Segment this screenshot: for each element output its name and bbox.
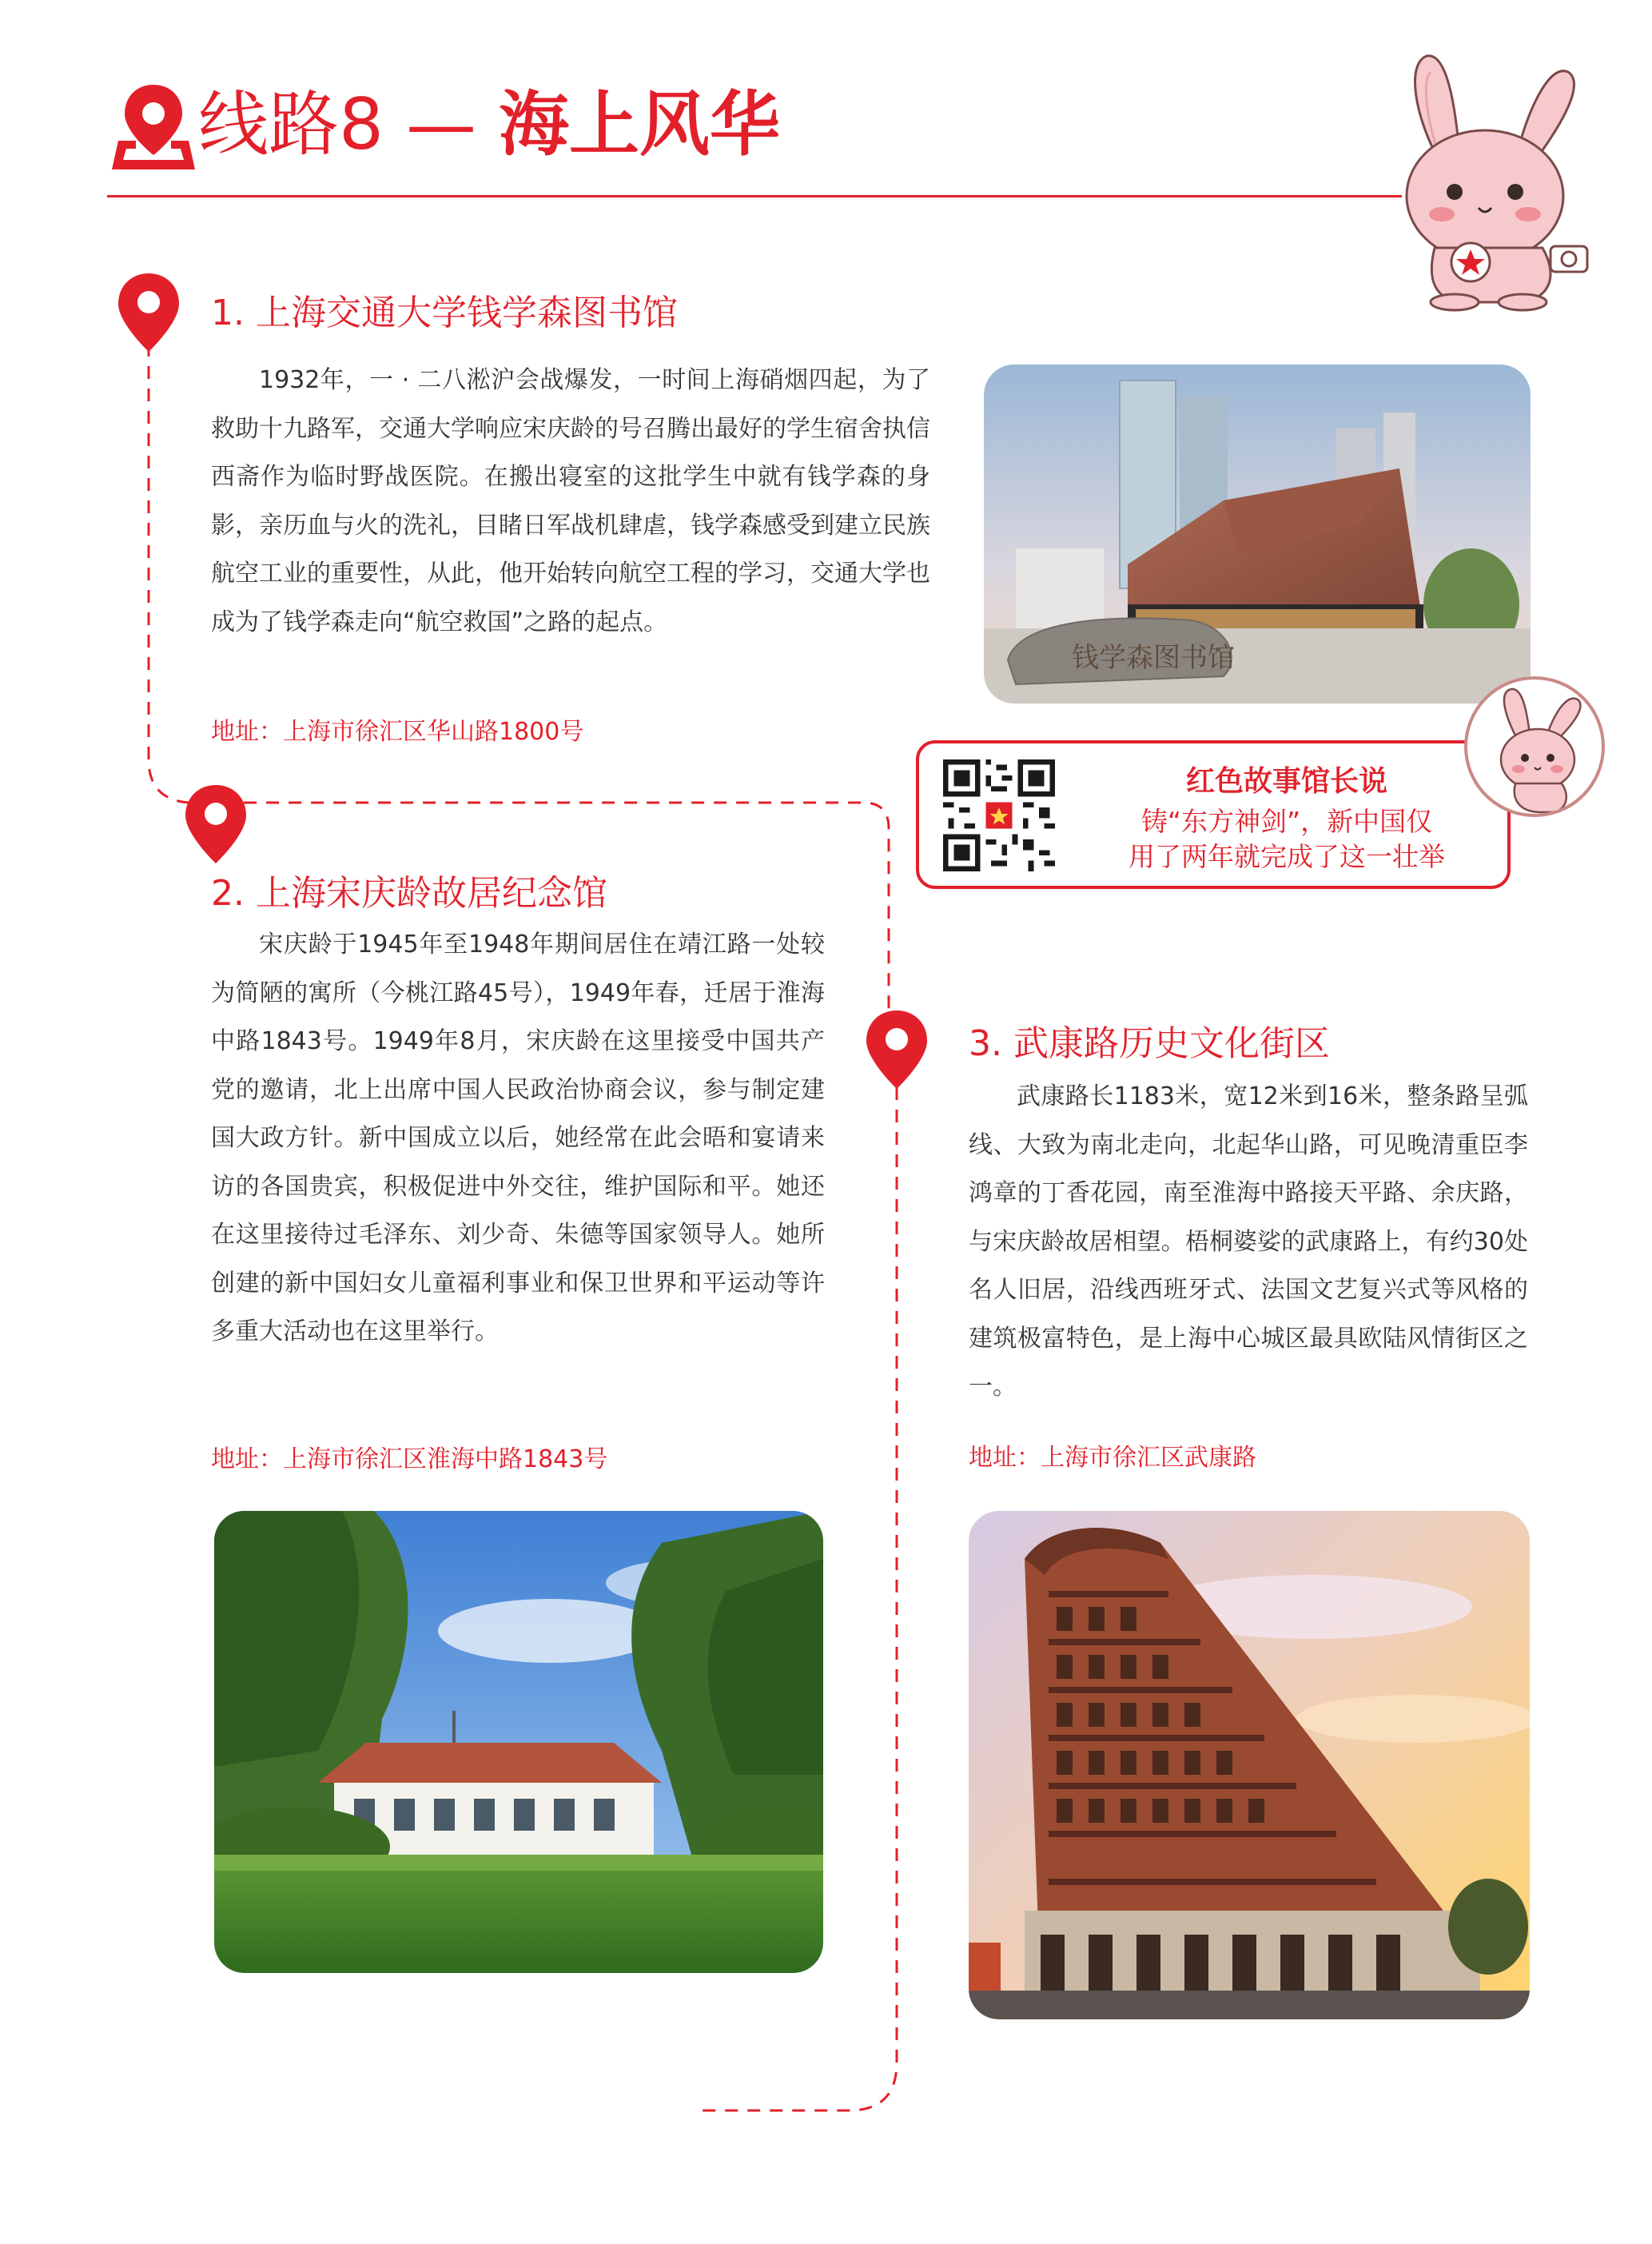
section-title: 2. 上海宋庆龄故居纪念馆 bbox=[211, 873, 607, 914]
map-pin-icon bbox=[184, 783, 248, 865]
paragraph-text: 1932年，一 · 二八淞沪会战爆发，一时间上海硝烟四起，为了救助十九路军，交通大学响应宋庆龄的号召腾出最好的学生宿舍执信西斋作为临时野战医院。在搬出寝室的这批学生中就有钱学森的身影，亲历血与火的洗礼，目睹日军战机肆虐，钱学森感受到建立民族航空工业的重要性，从此，他开始转向航空工程的学习，交通大学也成为了钱学森走向“航空救国”之路的起点。 bbox=[211, 366, 930, 636]
soong-ching-ling-residence-photo bbox=[214, 1511, 823, 1973]
story-text bbox=[1087, 804, 1487, 875]
map-pin-icon bbox=[865, 1009, 929, 1090]
section-address: 地址：上海市徐汇区淮海中路1843号 bbox=[211, 1445, 608, 1473]
section-paragraph bbox=[969, 1073, 1528, 1412]
wukang-mansion-photo bbox=[969, 1511, 1530, 2019]
page-title-strong: 海上风华 bbox=[498, 83, 780, 165]
rabbit-mascot-badge bbox=[1464, 676, 1605, 817]
stone-inscription: 钱学森图书馆 bbox=[1072, 644, 1235, 673]
page-title bbox=[198, 80, 780, 169]
section-title: 1. 上海交通大学钱学森图书馆 bbox=[211, 293, 678, 333]
paragraph-text: 宋庆龄于1945年至1948年期间居住在靖江路一处较为简陋的寓所（今桃江路45号），1949年春，迁居于淮海中路1843号。1949年8月，宋庆龄在这里接受中国共产党的邀请，北上出席中国人民政治协商会议，参与制定建国大政方针。新中国成立以后，她经常在此会晤和宴请来访的各国贵宾，积极促进中外交往，维护国际和平。她还在这里接待过毛泽东、刘少奇、朱德等国家领导人。她所创建的新中国妇女儿童福利事业和保卫世界和平运动等许多重大活动也在这里举行。 bbox=[211, 931, 825, 1345]
section-paragraph bbox=[211, 357, 930, 647]
map-pin-icon bbox=[117, 272, 181, 353]
story-line: 铸“东方神剑”，新中国仅 bbox=[1140, 806, 1433, 837]
section-address: 地址：上海市徐汇区武康路 bbox=[969, 1444, 1256, 1472]
qian-xuesen-library-photo bbox=[984, 365, 1531, 703]
page-title-prefix: 线路8 — bbox=[198, 83, 499, 165]
header-divider bbox=[107, 195, 1402, 197]
section-paragraph bbox=[211, 921, 825, 1357]
story-title: 红色故事馆长说 bbox=[1185, 765, 1387, 798]
rabbit-mascot bbox=[1359, 48, 1598, 312]
qr-code-icon[interactable] bbox=[943, 759, 1055, 871]
section-address: 地址：上海市徐汇区华山路1800号 bbox=[211, 718, 584, 746]
story-card[interactable] bbox=[916, 740, 1511, 889]
section-title: 3. 武康路历史文化街区 bbox=[969, 1023, 1330, 1064]
story-line: 用了两年就完成了这一壮举 bbox=[1129, 841, 1445, 872]
paragraph-text: 武康路长1183米，宽12米到16米，整条路呈弧线、大致为南北走向，北起华山路，可见晚清重臣李鸿章的丁香花园，南至淮海中路接天平路、余庆路，与宋庆龄故居相望。梧桐婆娑的武康路上，有约30处名人旧居，沿线西班牙式、法国文艺复兴式等风格的建筑极富特色，是上海中心城区最具欧陆风情街区之一。 bbox=[969, 1082, 1528, 1401]
location-person-icon bbox=[112, 83, 195, 169]
